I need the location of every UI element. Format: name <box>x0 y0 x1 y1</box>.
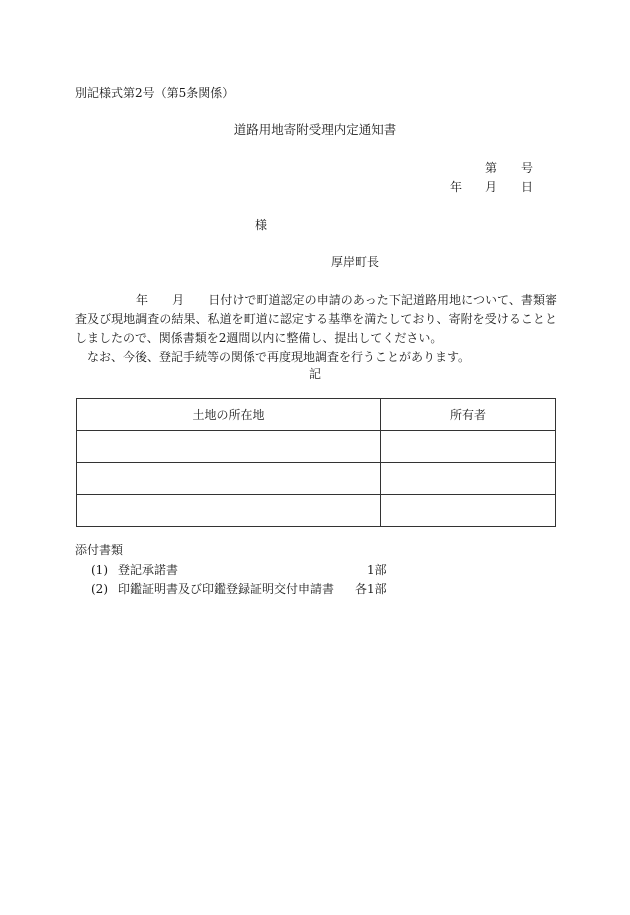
cell-owner <box>381 495 556 527</box>
date-month: 月 <box>485 180 498 194</box>
body-paragraph-1-text: 日付けで町道認定の申請のあった下記道路用地について、書類審査及び現地調査の結果、私道を町道に認定する基準を満たしており、寄附を受けることとしましたので、関係書類を2週間以内に整備し、提出してください。 <box>75 293 557 345</box>
ki-label: 記 <box>308 367 321 381</box>
body-text <box>75 291 557 367</box>
table-row <box>77 495 556 527</box>
table-row <box>77 431 556 463</box>
header-owner: 所有者 <box>381 399 556 431</box>
date-day: 日 <box>521 180 534 194</box>
body-paragraph-1 <box>75 291 557 348</box>
attachment-quantity: 1部 <box>367 563 387 577</box>
header-location: 土地の所在地 <box>77 399 381 431</box>
cell-location <box>77 463 381 495</box>
cell-location <box>77 495 381 527</box>
attachment-number: (2) <box>91 582 108 596</box>
table-header-row <box>77 399 556 431</box>
cell-owner <box>381 463 556 495</box>
document-title: 道路用地寄附受理内定通知書 <box>233 122 397 137</box>
attachment-name: 印鑑証明書及び印鑑登録証明交付申請書 <box>118 582 335 596</box>
cell-location <box>77 431 381 463</box>
table-row <box>77 463 556 495</box>
attachment-quantity: 各1部 <box>355 582 387 596</box>
body-paragraph-2-text: なお、今後、登記手続等の関係で再度現地調査を行うことがあります。 <box>87 350 471 364</box>
cell-owner <box>381 431 556 463</box>
body-paragraph-2 <box>75 348 557 367</box>
number-dai: 第 <box>485 161 498 175</box>
addressee-honorific: 様 <box>255 218 268 232</box>
date-year: 年 <box>450 180 463 194</box>
body-year: 年 <box>136 293 149 307</box>
attachment-name: 登記承諾書 <box>118 563 179 577</box>
parcel-table <box>76 398 556 527</box>
body-month: 月 <box>172 293 185 307</box>
issuer-name: 厚岸町長 <box>331 255 380 269</box>
number-go: 号 <box>521 161 534 175</box>
form-id: 別記様式第2号（第5条関係） <box>75 86 235 100</box>
attachment-number: (1) <box>91 563 108 577</box>
attachments-heading: 添付書類 <box>75 543 124 557</box>
